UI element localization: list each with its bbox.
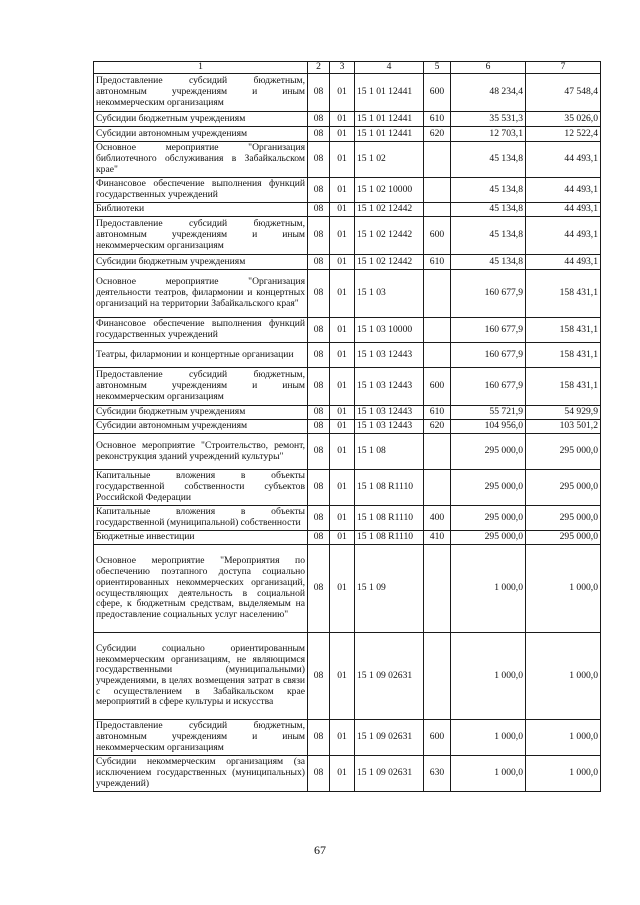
target-article-code: 15 1 09 02631 bbox=[355, 756, 424, 792]
amount-year-2: 1 000,0 bbox=[526, 545, 601, 633]
amount-year-2: 295 000,0 bbox=[526, 470, 601, 506]
section-code: 08 bbox=[308, 368, 330, 406]
target-article-code: 15 1 09 02631 bbox=[355, 720, 424, 756]
header-cell: 7 bbox=[526, 62, 601, 74]
section-code: 08 bbox=[308, 720, 330, 756]
expense-type-code: 600 bbox=[424, 217, 451, 255]
section-code: 08 bbox=[308, 270, 330, 318]
amount-year-1: 1 000,0 bbox=[451, 545, 526, 633]
expense-type-code: 410 bbox=[424, 531, 451, 545]
table-row bbox=[94, 142, 601, 178]
expense-type-code: 620 bbox=[424, 420, 451, 434]
expense-type-code bbox=[424, 343, 451, 368]
amount-year-2: 158 431,1 bbox=[526, 368, 601, 406]
section-code: 08 bbox=[308, 756, 330, 792]
amount-year-2: 1 000,0 bbox=[526, 756, 601, 792]
table-body bbox=[94, 62, 601, 792]
section-code: 08 bbox=[308, 420, 330, 434]
table-row bbox=[94, 203, 601, 217]
target-article-code: 15 1 09 02631 bbox=[355, 633, 424, 720]
target-article-code: 15 1 01 12441 bbox=[355, 127, 424, 142]
amount-year-2: 295 000,0 bbox=[526, 506, 601, 531]
table-row bbox=[94, 270, 601, 318]
subsection-code: 01 bbox=[330, 470, 355, 506]
section-code: 08 bbox=[308, 127, 330, 142]
amount-year-1: 1 000,0 bbox=[451, 720, 526, 756]
subsection-code: 01 bbox=[330, 545, 355, 633]
amount-year-2: 44 493,1 bbox=[526, 217, 601, 255]
section-code: 08 bbox=[308, 255, 330, 270]
table-row bbox=[94, 633, 601, 720]
amount-year-2: 44 493,1 bbox=[526, 255, 601, 270]
table-row bbox=[94, 531, 601, 545]
section-code: 08 bbox=[308, 74, 330, 112]
row-name: Предоставление субсидий бюджетным, автономным учреждениям и иным некоммерческим организациям bbox=[94, 368, 308, 406]
page-number: 67 bbox=[314, 843, 326, 857]
row-name: Основное мероприятие "Организация деятельности театров, филармонии и концертных организаций на территории Забайкальского края" bbox=[94, 270, 308, 318]
target-article-code: 15 1 08 R1110 bbox=[355, 506, 424, 531]
table-row bbox=[94, 434, 601, 470]
table-row bbox=[94, 406, 601, 420]
subsection-code: 01 bbox=[330, 720, 355, 756]
table-row bbox=[94, 127, 601, 142]
row-name: Основное мероприятие "Строительство, ремонт, реконструкция зданий учреждений культуры" bbox=[94, 434, 308, 470]
row-name: Предоставление субсидий бюджетным, автономным учреждениям и иным некоммерческим организациям bbox=[94, 217, 308, 255]
row-name: Субсидии бюджетным учреждениям bbox=[94, 112, 308, 127]
subsection-code: 01 bbox=[330, 74, 355, 112]
expense-type-code bbox=[424, 470, 451, 506]
section-code: 08 bbox=[308, 531, 330, 545]
subsection-code: 01 bbox=[330, 506, 355, 531]
row-name: Капитальные вложения в объекты государственной (муниципальной) собственности bbox=[94, 506, 308, 531]
target-article-code: 15 1 08 bbox=[355, 434, 424, 470]
table-header-row bbox=[94, 62, 601, 74]
expense-type-code: 610 bbox=[424, 112, 451, 127]
table-row bbox=[94, 318, 601, 343]
row-name: Бюджетные инвестиции bbox=[94, 531, 308, 545]
row-name: Основное мероприятие "Организация библиотечного обслуживания в Забайкальском крае" bbox=[94, 142, 308, 178]
amount-year-1: 45 134,8 bbox=[451, 142, 526, 178]
amount-year-1: 45 134,8 bbox=[451, 203, 526, 217]
expense-type-code bbox=[424, 318, 451, 343]
expense-type-code bbox=[424, 178, 451, 203]
amount-year-2: 54 929,9 bbox=[526, 406, 601, 420]
expense-type-code bbox=[424, 270, 451, 318]
target-article-code: 15 1 02 10000 bbox=[355, 178, 424, 203]
table-row bbox=[94, 74, 601, 112]
header-cell: 1 bbox=[94, 62, 308, 74]
target-article-code: 15 1 03 bbox=[355, 270, 424, 318]
expense-type-code: 600 bbox=[424, 368, 451, 406]
subsection-code: 01 bbox=[330, 420, 355, 434]
amount-year-2: 44 493,1 bbox=[526, 203, 601, 217]
amount-year-1: 1 000,0 bbox=[451, 756, 526, 792]
row-name: Субсидии автономным учреждениям bbox=[94, 420, 308, 434]
row-name: Основное мероприятие "Мероприятия по обеспечению поэтапного доступа социально ориентированных некоммерческих организаций, осуществляющих деятельность в социальной сфере, к бюджетным средствам, выделяемым на предоставление социальных услуг населению" bbox=[94, 545, 308, 633]
target-article-code: 15 1 03 10000 bbox=[355, 318, 424, 343]
amount-year-1: 35 531,3 bbox=[451, 112, 526, 127]
row-name: Финансовое обеспечение выполнения функций государственных учреждений bbox=[94, 318, 308, 343]
row-name: Субсидии социально ориентированным некоммерческим организациям, не являющимся государственными (муниципальными) учреждениями, в целях возмещения затрат в связи с осуществлением в Забайкальском крае мероприятий в сфере культуры и искусства bbox=[94, 633, 308, 720]
amount-year-2: 47 548,4 bbox=[526, 74, 601, 112]
subsection-code: 01 bbox=[330, 178, 355, 203]
section-code: 08 bbox=[308, 203, 330, 217]
section-code: 08 bbox=[308, 470, 330, 506]
subsection-code: 01 bbox=[330, 270, 355, 318]
target-article-code: 15 1 03 12443 bbox=[355, 343, 424, 368]
section-code: 08 bbox=[308, 142, 330, 178]
header-cell: 6 bbox=[451, 62, 526, 74]
amount-year-2: 295 000,0 bbox=[526, 434, 601, 470]
target-article-code: 15 1 02 12442 bbox=[355, 217, 424, 255]
table-row bbox=[94, 545, 601, 633]
table-row bbox=[94, 368, 601, 406]
table-row bbox=[94, 506, 601, 531]
target-article-code: 15 1 03 12443 bbox=[355, 420, 424, 434]
expense-type-code: 600 bbox=[424, 720, 451, 756]
target-article-code: 15 1 01 12441 bbox=[355, 112, 424, 127]
amount-year-1: 104 956,0 bbox=[451, 420, 526, 434]
target-article-code: 15 1 03 12443 bbox=[355, 406, 424, 420]
target-article-code: 15 1 02 bbox=[355, 142, 424, 178]
amount-year-2: 35 026,0 bbox=[526, 112, 601, 127]
row-name: Предоставление субсидий бюджетным, автономным учреждениям и иным некоммерческим организациям bbox=[94, 720, 308, 756]
amount-year-1: 160 677,9 bbox=[451, 318, 526, 343]
target-article-code: 15 1 01 12441 bbox=[355, 74, 424, 112]
table-row bbox=[94, 343, 601, 368]
target-article-code: 15 1 02 12442 bbox=[355, 203, 424, 217]
subsection-code: 01 bbox=[330, 343, 355, 368]
amount-year-1: 55 721,9 bbox=[451, 406, 526, 420]
table-row bbox=[94, 178, 601, 203]
budget-table bbox=[93, 61, 601, 792]
subsection-code: 01 bbox=[330, 756, 355, 792]
table-row bbox=[94, 720, 601, 756]
subsection-code: 01 bbox=[330, 112, 355, 127]
amount-year-1: 295 000,0 bbox=[451, 531, 526, 545]
subsection-code: 01 bbox=[330, 142, 355, 178]
amount-year-1: 1 000,0 bbox=[451, 633, 526, 720]
amount-year-2: 1 000,0 bbox=[526, 720, 601, 756]
section-code: 08 bbox=[308, 318, 330, 343]
amount-year-1: 160 677,9 bbox=[451, 368, 526, 406]
section-code: 08 bbox=[308, 112, 330, 127]
subsection-code: 01 bbox=[330, 434, 355, 470]
target-article-code: 15 1 02 12442 bbox=[355, 255, 424, 270]
row-name: Финансовое обеспечение выполнения функций государственных учреждений bbox=[94, 178, 308, 203]
amount-year-1: 45 134,8 bbox=[451, 255, 526, 270]
row-name: Предоставление субсидий бюджетным, автономным учреждениям и иным некоммерческим организациям bbox=[94, 74, 308, 112]
section-code: 08 bbox=[308, 343, 330, 368]
row-name: Субсидии некоммерческим организациям (за исключением государственных (муниципальных) учреждений) bbox=[94, 756, 308, 792]
expense-type-code bbox=[424, 142, 451, 178]
row-name: Театры, филармонии и концертные организации bbox=[94, 343, 308, 368]
header-cell: 5 bbox=[424, 62, 451, 74]
subsection-code: 01 bbox=[330, 531, 355, 545]
section-code: 08 bbox=[308, 217, 330, 255]
expense-type-code: 630 bbox=[424, 756, 451, 792]
subsection-code: 01 bbox=[330, 318, 355, 343]
amount-year-2: 1 000,0 bbox=[526, 633, 601, 720]
amount-year-2: 158 431,1 bbox=[526, 270, 601, 318]
amount-year-1: 45 134,8 bbox=[451, 217, 526, 255]
amount-year-1: 295 000,0 bbox=[451, 434, 526, 470]
expense-type-code: 600 bbox=[424, 74, 451, 112]
section-code: 08 bbox=[308, 434, 330, 470]
subsection-code: 01 bbox=[330, 368, 355, 406]
header-cell: 2 bbox=[308, 62, 330, 74]
amount-year-1: 160 677,9 bbox=[451, 270, 526, 318]
table-row bbox=[94, 420, 601, 434]
table-row bbox=[94, 756, 601, 792]
amount-year-1: 160 677,9 bbox=[451, 343, 526, 368]
section-code: 08 bbox=[308, 178, 330, 203]
header-cell: 3 bbox=[330, 62, 355, 74]
amount-year-2: 295 000,0 bbox=[526, 531, 601, 545]
table-row bbox=[94, 470, 601, 506]
amount-year-2: 44 493,1 bbox=[526, 142, 601, 178]
subsection-code: 01 bbox=[330, 633, 355, 720]
subsection-code: 01 bbox=[330, 255, 355, 270]
expense-type-code: 620 bbox=[424, 127, 451, 142]
section-code: 08 bbox=[308, 406, 330, 420]
header-cell: 4 bbox=[355, 62, 424, 74]
amount-year-1: 295 000,0 bbox=[451, 506, 526, 531]
target-article-code: 15 1 03 12443 bbox=[355, 368, 424, 406]
amount-year-1: 45 134,8 bbox=[451, 178, 526, 203]
expense-type-code bbox=[424, 203, 451, 217]
amount-year-2: 158 431,1 bbox=[526, 318, 601, 343]
expense-type-code: 400 bbox=[424, 506, 451, 531]
expense-type-code bbox=[424, 633, 451, 720]
row-name: Капитальные вложения в объекты государственной собственности субъектов Российской Федерации bbox=[94, 470, 308, 506]
expense-type-code: 610 bbox=[424, 255, 451, 270]
section-code: 08 bbox=[308, 633, 330, 720]
row-name: Субсидии автономным учреждениям bbox=[94, 127, 308, 142]
subsection-code: 01 bbox=[330, 127, 355, 142]
target-article-code: 15 1 08 R1110 bbox=[355, 470, 424, 506]
amount-year-2: 12 522,4 bbox=[526, 127, 601, 142]
row-name: Библиотеки bbox=[94, 203, 308, 217]
subsection-code: 01 bbox=[330, 217, 355, 255]
subsection-code: 01 bbox=[330, 406, 355, 420]
expense-type-code bbox=[424, 434, 451, 470]
row-name: Субсидии бюджетным учреждениям bbox=[94, 406, 308, 420]
target-article-code: 15 1 09 bbox=[355, 545, 424, 633]
section-code: 08 bbox=[308, 545, 330, 633]
amount-year-1: 295 000,0 bbox=[451, 470, 526, 506]
amount-year-2: 158 431,1 bbox=[526, 343, 601, 368]
expense-type-code bbox=[424, 545, 451, 633]
expense-type-code: 610 bbox=[424, 406, 451, 420]
amount-year-1: 48 234,4 bbox=[451, 74, 526, 112]
section-code: 08 bbox=[308, 506, 330, 531]
amount-year-2: 44 493,1 bbox=[526, 178, 601, 203]
target-article-code: 15 1 08 R1110 bbox=[355, 531, 424, 545]
amount-year-1: 12 703,1 bbox=[451, 127, 526, 142]
table-row bbox=[94, 255, 601, 270]
row-name: Субсидии бюджетным учреждениям bbox=[94, 255, 308, 270]
table-row bbox=[94, 217, 601, 255]
amount-year-2: 103 501,2 bbox=[526, 420, 601, 434]
table-row bbox=[94, 112, 601, 127]
subsection-code: 01 bbox=[330, 203, 355, 217]
